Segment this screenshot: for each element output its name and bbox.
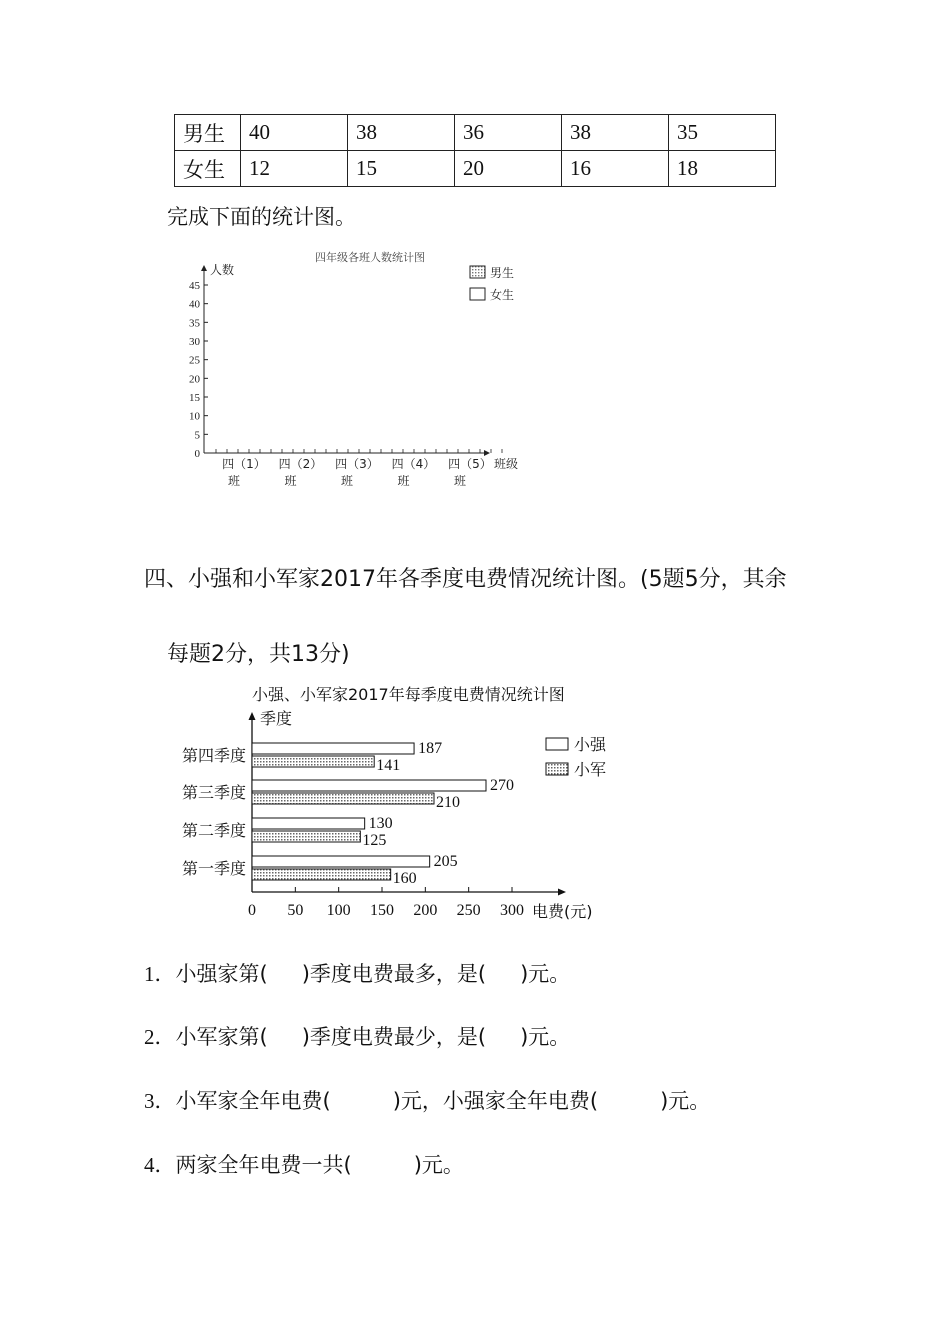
table-cell: 15 [348,151,455,187]
y-tick-label: 40 [189,298,200,311]
section4-heading-line2: 每题2分，共13分) [167,642,350,667]
table-cell: 12 [241,151,348,187]
y-axis-arrow [249,712,256,720]
y-tick-label: 10 [189,410,200,423]
bar-xiaoqiang [252,856,430,867]
x-tick-label: 250 [456,902,481,919]
class-count-chart [160,245,540,495]
table-row [175,151,776,187]
table-cell: 40 [241,115,348,151]
x-category-label: 班 [227,474,241,488]
electricity-chart [170,680,630,925]
legend-boys-swatch [470,266,485,278]
bar-value-label: 205 [433,853,458,870]
row-header: 女生 [175,151,241,187]
x-category-label: 四（3） [335,457,379,471]
table-cell: 35 [669,115,776,151]
legend-xiaojun-label: 小军 [574,760,607,779]
question-3: 3．小军家全年电费( )元，小强家全年电费( )元。 [144,1089,711,1113]
bar-value-label: 141 [376,757,401,774]
y-tick-label: 30 [189,336,200,348]
x-axis-arrow [558,889,566,896]
bar-value-label: 130 [368,815,393,832]
table-row [175,115,776,151]
row-header: 男生 [175,115,241,151]
y-ticks [189,280,208,460]
y-tick-label: 25 [189,354,200,367]
table-cell: 38 [348,115,455,151]
x-tick-label: 200 [413,902,438,919]
y-tick-label: 20 [189,373,200,386]
bar-value-label: 187 [418,740,443,757]
table-cell: 20 [455,151,562,187]
x-category-label: 班 [340,474,354,488]
chart-title: 小强、小军家2017年每季度电费情况统计图 [252,685,565,704]
x-category-label: 四（5） [448,457,492,471]
bar-value-label: 125 [362,832,387,849]
x-tick-label: 150 [370,902,394,919]
x-tick-label: 0 [248,902,256,919]
table-cell: 38 [562,115,669,151]
legend-girls-swatch [470,288,485,300]
x-axis-label: 电费(元) [532,902,593,921]
x-tick-label: 300 [500,902,524,919]
y-category-label: 第四季度 [181,746,246,765]
table-cell: 36 [455,115,562,151]
y-tick-label: 0 [194,448,200,460]
y-tick-label: 15 [189,392,200,404]
bars [252,740,514,887]
chart-title: 四年级各班人数统计图 [315,251,425,264]
legend-xiaoqiang-label: 小强 [574,735,607,754]
question-1: 1．小强家第( )季度电费最多，是( )元。 [144,962,571,986]
bar-value-label: 210 [436,794,460,811]
y-tick-label: 45 [189,280,200,292]
x-tick-label: 100 [326,902,351,919]
legend-girls-label: 女生 [490,288,515,302]
y-tick-label: 5 [194,429,200,442]
bar-xiaojun [252,831,360,842]
section4-heading-line1: 四、小强和小军家2017年各季度电费情况统计图。(5题5分，其余 [144,567,787,592]
table-cell: 16 [562,151,669,187]
y-axis-label: 人数 [210,263,235,277]
bar-xiaojun [252,869,391,880]
y-tick-label: 35 [189,317,200,330]
class-data-table [174,114,776,187]
question-2: 2．小军家第( )季度电费最少，是( )元。 [144,1025,571,1049]
legend-xiaojun-swatch [546,763,568,775]
y-categories [182,746,246,878]
legend-boys-label: 男生 [490,266,515,280]
x-tick-label: 50 [287,902,304,919]
instruction-text: 完成下面的统计图。 [167,205,356,229]
table-cell: 18 [669,151,776,187]
x-category-label: 班 [397,474,410,488]
x-axis-label: 班级 [494,457,519,471]
y-category-label: 第一季度 [181,859,246,878]
y-axis-arrow [201,265,207,271]
y-category-label: 第二季度 [181,821,246,840]
x-axis-arrow [484,450,490,456]
y-category-label: 第三季度 [181,783,246,802]
bar-xiaoqiang [252,780,486,791]
x-category-label: 四（1） [222,457,266,471]
bar-xiaoqiang [252,743,414,754]
x-category-label: 四（4） [391,457,436,471]
y-axis-label: 季度 [260,709,293,728]
x-categories [216,449,502,488]
x-category-label: 四（2） [278,457,323,471]
bar-xiaoqiang [252,818,365,829]
legend-xiaoqiang-swatch [546,738,568,750]
bar-xiaojun [252,756,374,767]
x-category-label: 班 [453,474,467,488]
question-4: 4．两家全年电费一共( )元。 [144,1153,464,1177]
bar-value-label: 160 [392,870,417,887]
x-category-label: 班 [284,474,297,488]
bar-xiaojun [252,793,434,804]
bar-value-label: 270 [490,777,514,794]
